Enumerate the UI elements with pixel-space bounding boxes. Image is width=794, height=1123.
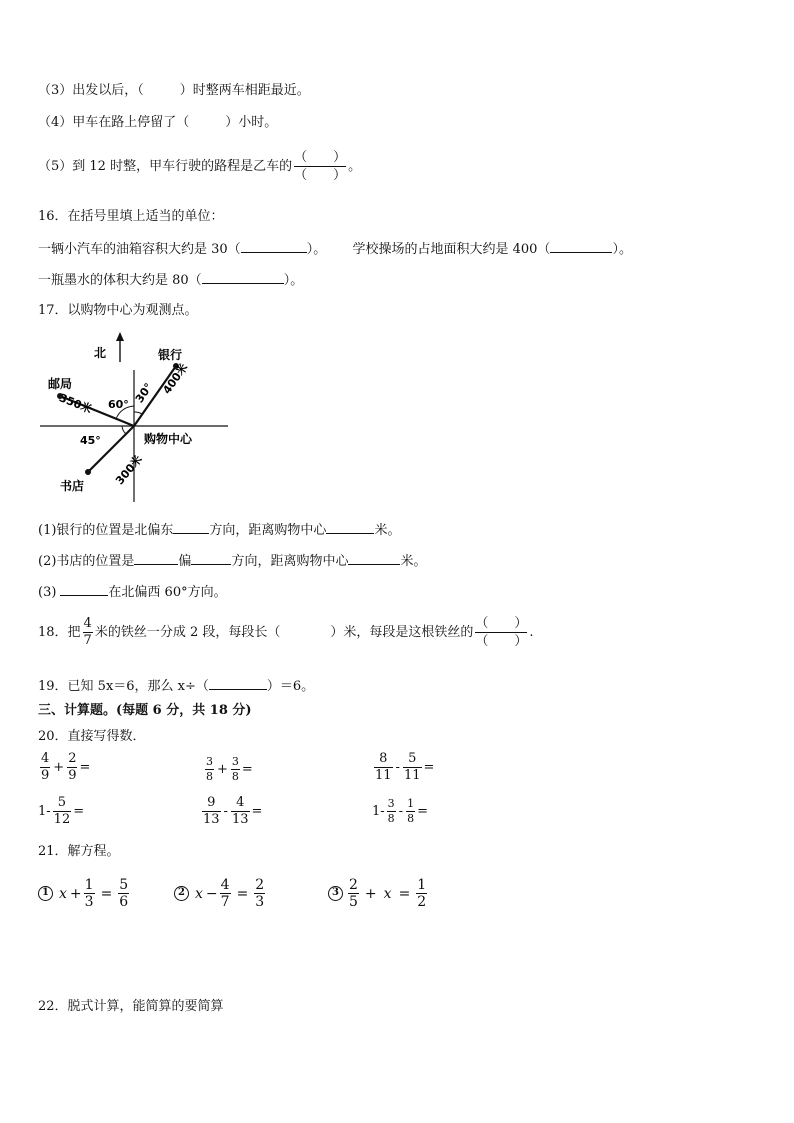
- q17-blank-2a[interactable]: [134, 551, 178, 565]
- distance-350-label: 350米: [57, 391, 94, 416]
- q17-blank-1a[interactable]: [173, 520, 209, 534]
- q16-blank-b[interactable]: [550, 239, 612, 253]
- equation-3: 3 $\frac{2}{5}$ + x = $\frac{1}{2}$: [328, 878, 429, 909]
- calc-item-3: $\frac{8}{11}$ - $\frac{5}{11}$ =: [375, 751, 435, 783]
- q20-title: 20．直接写得数．: [38, 729, 146, 744]
- q17-title: 17．以购物中心为观测点。: [38, 303, 198, 318]
- q16-blank-c[interactable]: [202, 270, 284, 284]
- store-label: 书店: [60, 479, 85, 493]
- center-label: 购物中心: [144, 432, 193, 446]
- q21-title: 21．解方程。: [38, 844, 120, 859]
- q22-title: 22．脱式计算，能简算的要简算: [38, 999, 224, 1014]
- calc-item-5: $\frac{9}{13}$ - $\frac{4}{13}$ =: [203, 795, 263, 827]
- calc-item-2: $\frac{3}{8}$ + $\frac{3}{8}$ =: [206, 755, 253, 783]
- q16-line-a: 一辆小汽车的油箱容积大约是 30（ ）。 学校操场的占地面积大约是 400（ ）。: [38, 239, 632, 259]
- calc-item-4: 1- $\frac{5}{12}$ =: [38, 795, 85, 827]
- calc-item-6: 1- $\frac{3}{8}$ - $\frac{1}{8}$ =: [372, 797, 428, 825]
- q18-length-fraction: $\frac{4}{7}$: [83, 616, 92, 648]
- q15-answer-fraction[interactable]: $\frac{( )}{( )}$: [294, 150, 347, 183]
- q18-answer-fraction[interactable]: $\frac{( )}{( )}$: [475, 616, 528, 649]
- q17-blank-2c[interactable]: [348, 551, 400, 565]
- store-point: [85, 469, 91, 475]
- angle-45-label: 45°: [80, 434, 101, 447]
- q17-part3: (3) 在北偏西 60°方向。: [38, 582, 227, 602]
- q15-part3: （3）出发以后，（ ）时整两车相距最近。: [38, 83, 310, 98]
- q16-line-c: 一瓶墨水的体积大约是 80（ ）。: [38, 270, 303, 290]
- angle-30-label: 30°: [132, 380, 156, 406]
- q17-blank-1b[interactable]: [326, 520, 374, 534]
- north-label: 北: [94, 346, 107, 360]
- q17-blank-3[interactable]: [60, 582, 108, 596]
- q17-part2: (2)书店的位置是 偏 方向，距离购物中心 米。: [38, 551, 426, 571]
- q15-part4: （4）甲车在路上停留了（ ）小时。: [38, 115, 278, 130]
- post-label: 邮局: [48, 377, 73, 391]
- q16-blank-a[interactable]: [241, 239, 307, 253]
- angle-60-label: 60°: [108, 398, 129, 411]
- equation-1: 1 x + $\frac{1}{3}$ = $\frac{5}{6}$: [38, 878, 131, 909]
- q18: 18．把 $\frac{4}{7}$ 米的铁丝一分成 2 段，每段长（ ）米，每段是这根铁丝的 $\frac{( )}{( )}$ .: [38, 616, 534, 649]
- bank-label: 银行: [158, 348, 183, 362]
- distance-300-label: 300米: [113, 452, 145, 488]
- distance-400-label: 400米: [160, 361, 191, 397]
- north-arrow-head: [116, 332, 124, 341]
- q19: 19．已知 5x＝6，那么 x÷（ ）＝6。: [38, 676, 314, 696]
- equation-2: 2 x − $\frac{4}{7}$ = $\frac{2}{3}$: [174, 878, 267, 909]
- q19-blank[interactable]: [209, 676, 267, 690]
- section-3-title: 三、计算题。(每题 6 分，共 18 分): [38, 703, 252, 718]
- q17-part1: (1)银行的位置是北偏东 方向，距离购物中心 米。: [38, 520, 400, 540]
- q17-blank-2b[interactable]: [191, 551, 231, 565]
- q15-part5: （5）到 12 时整，甲车行驶的路程是乙车的 $\frac{( )}{( )}$ 。: [38, 150, 362, 183]
- q16-title: 16．在括号里填上适当的单位：: [38, 209, 224, 224]
- direction-diagram: [38, 330, 238, 505]
- calc-item-1: $\frac{4}{9}$ + $\frac{2}{9}$ =: [41, 751, 91, 783]
